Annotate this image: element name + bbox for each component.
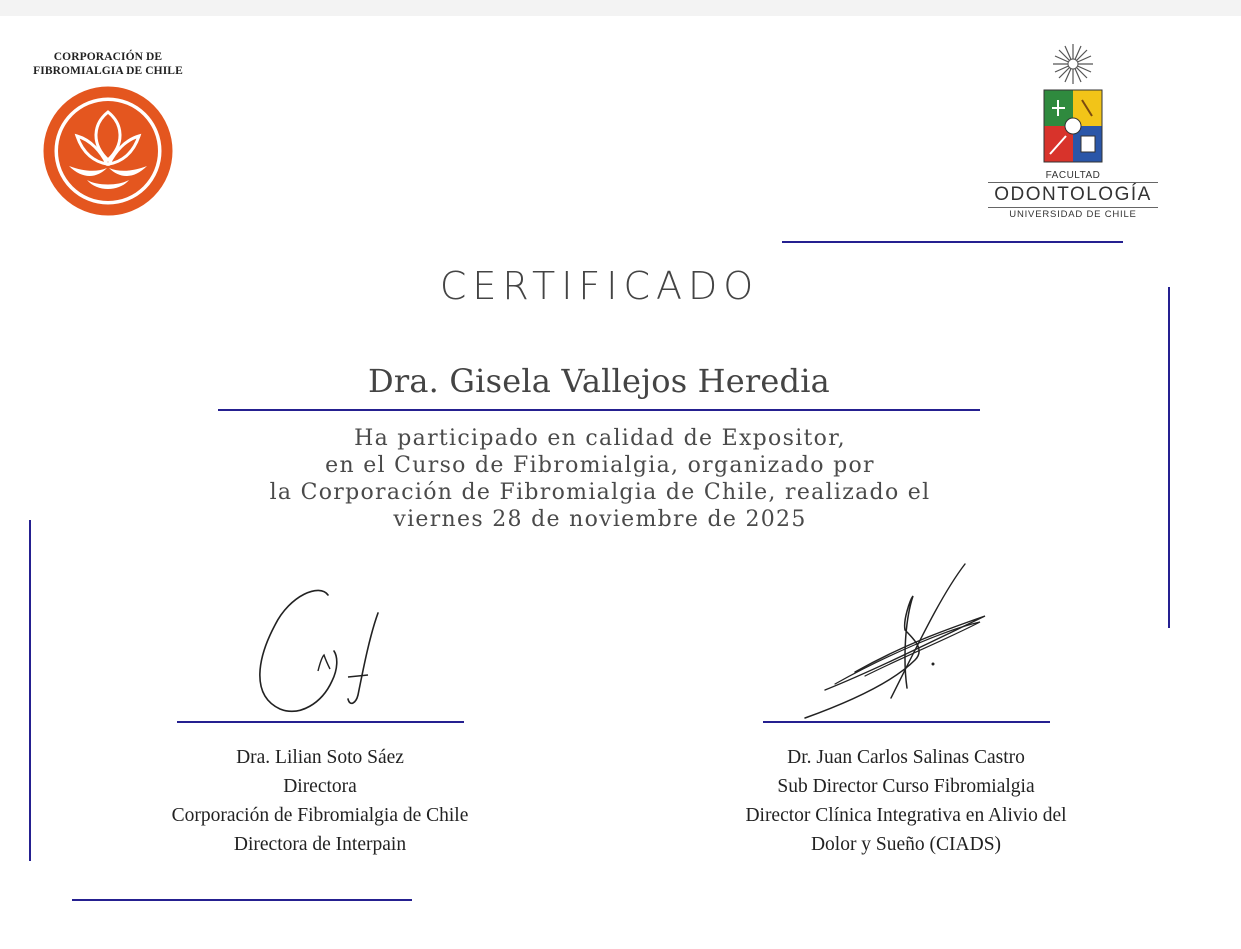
odontologia-logo xyxy=(988,42,1158,220)
faculty-name: ODONTOLOGÍA xyxy=(988,182,1158,208)
faculty-label: FACULTAD xyxy=(1045,170,1101,181)
signatory-left-org-line1: Corporación de Fibromialgia de Chile xyxy=(171,805,469,826)
decorative-line-right-vertical xyxy=(1168,287,1170,628)
signatory-right-role: Sub Director Curso Fibromialgia xyxy=(777,776,1035,797)
signature-left xyxy=(250,585,390,720)
fibromialgia-logo xyxy=(28,50,188,218)
certificate-body xyxy=(200,425,1000,533)
body-line-3: la Corporación de Fibromialgia de Chile, realizado el xyxy=(269,480,931,505)
logo-org-line1: CORPORACIÓN DE xyxy=(53,51,163,63)
logo-org-line2: FIBROMIALGIA DE CHILE xyxy=(33,65,183,77)
decorative-line-left-vertical xyxy=(29,520,31,861)
recipient-underline xyxy=(218,409,980,411)
signatory-left xyxy=(100,743,540,859)
signature-line-left xyxy=(177,721,464,723)
signatory-right xyxy=(676,743,1136,859)
recipient-name: Dra. Gisela Vallejos Heredia xyxy=(368,362,830,400)
decorative-line-bottom-left xyxy=(72,899,412,901)
university-name: UNIVERSIDAD DE CHILE xyxy=(1009,209,1137,220)
signature-right xyxy=(795,560,995,725)
signatory-left-org-line2: Directora de Interpain xyxy=(233,834,407,855)
signatory-right-name: Dr. Juan Carlos Salinas Castro xyxy=(787,747,1025,768)
university-crest-icon xyxy=(1040,42,1106,166)
body-line-2: en el Curso de Fibromialgia, organizado por xyxy=(325,453,875,478)
signatory-left-name: Dra. Lilian Soto Sáez xyxy=(236,747,404,768)
signatory-left-role: Directora xyxy=(283,776,357,797)
body-line-1: Ha participado en calidad de Expositor, xyxy=(354,426,846,451)
signatory-right-org-line1: Director Clínica Integrativa en Alivio del xyxy=(745,805,1067,826)
certificate-title: CERTIFICADO xyxy=(439,264,760,308)
decorative-line-top-right xyxy=(782,241,1123,243)
lotus-logo-icon xyxy=(41,84,175,218)
signatory-right-org-line2: Dolor y Sueño (CIADS) xyxy=(810,834,1002,855)
body-line-4: viernes 28 de noviembre de 2025 xyxy=(393,507,807,532)
top-strip xyxy=(0,0,1241,16)
